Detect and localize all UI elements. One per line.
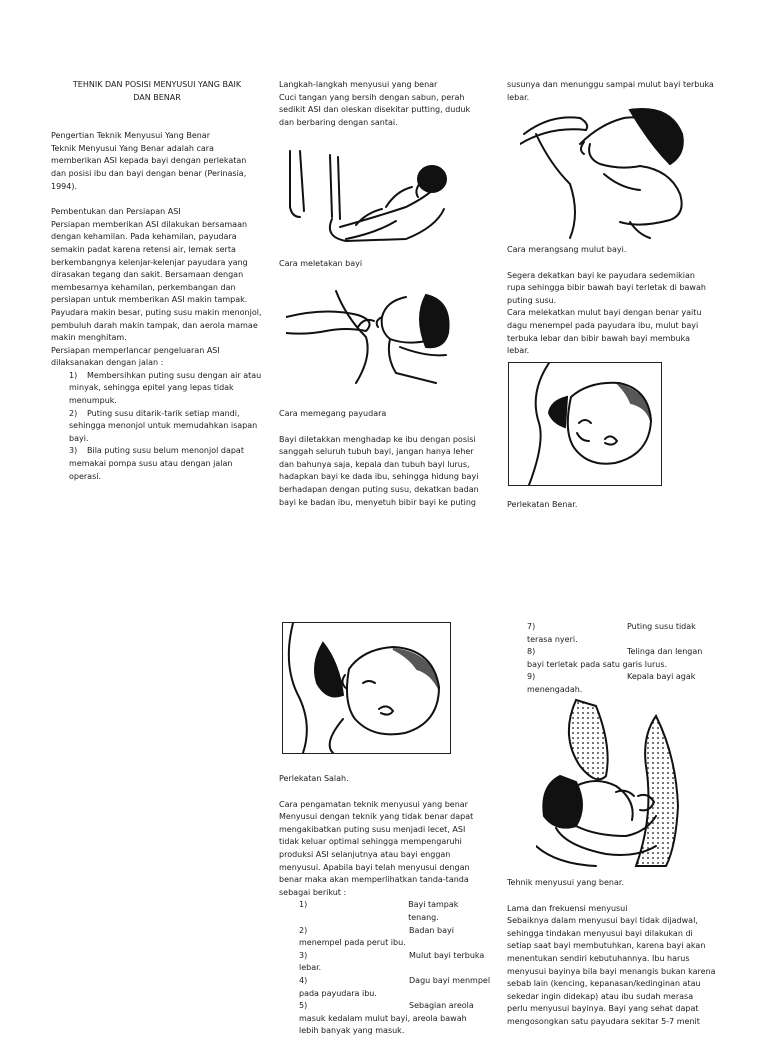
text-line: produksi ASI selanjutnya atau bayi enggan	[279, 849, 451, 859]
list-item: 2) Puting susu ditarik-tarik setiap mandi,	[69, 408, 240, 418]
text-line: menyusui. Apabila bayi telah menyusui dengan	[279, 862, 470, 872]
text-line: Cuci tangan yang bersih dengan sabun, perah	[279, 92, 465, 102]
text-line: benar maka akan memperlihatkan tanda-tanda	[279, 875, 469, 885]
caption-stimulating-mouth: Cara merangsang mulut bayi.	[507, 245, 627, 254]
text-block-3	[507, 244, 722, 358]
sign-item: 5) Sebagian areola	[299, 1001, 474, 1011]
document-title-line2: DAN BENAR	[133, 92, 181, 102]
column-1	[51, 79, 263, 483]
sign-item: 4) Dagu bayi menmpel	[299, 975, 491, 985]
section-heading-lama: Lama dan frekuensi menyusui	[507, 903, 628, 913]
list-item-cont: sehingga menonjol untuk memudahkan isapan	[69, 421, 258, 431]
text-line: sanggah seluruh tubuh bayi, jangan hanya leher	[279, 447, 474, 457]
text-line: setiap saat bayi membutuhkan, karena bayi akan	[507, 941, 706, 951]
text-line: Sebaiknya dalam menyusui bayi tidak dijadwal,	[507, 916, 698, 926]
text-line: Cara pengamatan teknik menyusui yang benar	[279, 799, 468, 809]
text-line: makin menghitam.	[51, 333, 127, 343]
text-line: terbuka lebar dan bibir bawah bayi membuka	[507, 333, 690, 343]
text-line: sehingga tindakan menyusui bayi dilakukan di	[507, 928, 693, 938]
text-line: berkembangnya kelenjar-kelenjar payudara yang	[51, 257, 248, 267]
text-block-2b	[279, 773, 491, 1038]
sign-item-cont: pada payudara ibu.	[299, 988, 377, 998]
text-line: sebab lain (kencing, kepanasan/kedinginan atau	[507, 979, 701, 989]
text-line: lebar.	[507, 346, 530, 356]
section-heading-persiapan: Pembentukan dan Persiapan ASI	[51, 207, 181, 217]
sign-item: 9) Kepala bayi agak	[527, 672, 696, 682]
column-3	[507, 79, 722, 104]
text-line: dan berbaring dengan santai.	[279, 117, 398, 127]
text-line: Payudara makin besar, puting susu makin menonjol,	[51, 307, 262, 317]
caption-placing-baby: Cara meletakan bayi	[279, 259, 363, 268]
text-line: dagu menempel pada payudara ibu, mulut bayi	[507, 320, 699, 330]
text-block-3c	[507, 621, 722, 697]
text-line: Segera dekatkan bayi ke payudara sedemikian	[507, 270, 695, 280]
caption-block-3b	[507, 499, 722, 512]
section-heading-pengertian: Pengertian Teknik Menyusui Yang Benar	[51, 131, 210, 141]
list-item-cont: bayi.	[69, 433, 89, 443]
sign-item: 8) Telinga dan lengan	[527, 647, 703, 657]
text-line: tidak keluar optimal sehingga mempengaruhi	[279, 837, 462, 847]
text-line: susunya dan menunggu sampai mulut bayi terbuka	[507, 80, 714, 89]
text-line: mengakibatkan puting susu menjadi lecet, ASI	[279, 824, 466, 834]
document-title: TEHNIK DAN POSISI MENYUSUI YANG BAIK	[72, 80, 242, 89]
text-line: memberikan ASI kepada bayi dengan perlekatan	[51, 156, 247, 166]
sign-item-cont: menengadah.	[527, 684, 583, 694]
sign-item-cont: lebih banyak yang masuk.	[299, 1026, 405, 1036]
list-item-cont: menumpuk.	[69, 396, 117, 406]
illustration-placing-baby	[286, 147, 458, 247]
sign-item-cont: bayi terletak pada satu garis lurus.	[527, 659, 668, 669]
sign-item: 2) Badan bayi	[299, 925, 454, 935]
text-line: dan bahunya saja, kepala dan tubuh bayi lurus,	[279, 459, 470, 469]
list-item-cont: operasi.	[69, 471, 102, 481]
list-item-cont: minyak, sehingga epitel yang lepas tidak	[69, 383, 234, 393]
text-line: sekedar ingin didekap) atau ibu sudah merasa	[507, 991, 694, 1001]
sign-item-cont: masuk kedalam mulut bayi, areola bawah	[299, 1013, 467, 1023]
text-line: 1994).	[51, 181, 78, 191]
caption-breastfeeding-technique: Tehnik menyusui yang benar.	[507, 878, 624, 887]
text-block-3d	[507, 877, 722, 1029]
text-line: Cara melekatkan mulut bayi dengan benar yaitu	[507, 308, 702, 318]
text-line: puting susu.	[507, 295, 557, 305]
section-heading-langkah: Langkah-langkah menyusui yang benar	[279, 80, 438, 89]
text-line: sedikit ASI dan oleskan disekitar putting, duduk	[279, 105, 471, 115]
illustration-holding-breast	[286, 287, 456, 387]
text-line: dirasakan tegang dan sakit. Bersamaan dengan	[51, 270, 244, 280]
list-item-cont: memakai pompa susu atau dengan jalan	[69, 459, 233, 469]
text-line: dan posisi ibu dan bayi dengan benar (Perinasia,	[51, 168, 247, 178]
text-line: pembuluh darah makin tampak, dan aerola mamae	[51, 320, 258, 330]
text-line: sebagai berikut :	[279, 887, 347, 897]
text-line: mengosongkan satu payudara sekitar 5-7 menit	[507, 1016, 700, 1026]
illustration-correct-latch	[508, 362, 662, 486]
caption-block-1	[279, 258, 479, 271]
text-line: lebar.	[507, 92, 530, 102]
text-line: bayi ke badan ibu, menyetuh bibir bayi ke puting	[279, 497, 476, 507]
list-persiapan	[51, 370, 263, 483]
text-line: rupa sehingga bibir bawah bayi terletak di bawah	[507, 283, 706, 293]
caption-incorrect-latch: Perlekatan Salah.	[279, 774, 349, 783]
list-item: 1) Membersihkan puting susu dengan air atau	[69, 370, 262, 380]
sign-item-cont: lebar.	[299, 963, 322, 973]
text-line: dengan kehamilan. Pada kehamilan, payudara	[51, 232, 237, 242]
text-line: membesarnya kehamilan, perkembangan dan	[51, 282, 236, 292]
illustration-incorrect-latch	[282, 622, 451, 754]
text-line: persiapan untuk memberikan ASI makin tampak.	[51, 295, 248, 305]
caption-correct-latch: Perlekatan Benar.	[507, 500, 578, 509]
text-line: Persiapan memperlancar pengeluaran ASI	[51, 345, 220, 355]
text-line: Teknik Menyusui Yang Benar adalah cara	[51, 143, 214, 153]
text-line: semakin padat karena retensi air, lemak serta	[51, 244, 236, 254]
text-line: perlu menyusui bayinya. Bayi yang sehat dapat	[507, 1004, 699, 1014]
caption-holding-breast: Cara memegang payudara	[279, 409, 387, 418]
text-line: berhadapan dengan puting susu, dekatkan badan	[279, 484, 479, 494]
list-item: 3) Bila puting susu belum menonjol dapat	[69, 446, 244, 456]
text-line: Persiapan memberikan ASI dilakukan bersamaan	[51, 219, 248, 229]
text-line: Menyusui dengan teknik yang tidak benar dapat	[279, 812, 474, 822]
text-line: menentukan sendiri kebutuhannya. Ibu harus	[507, 953, 690, 963]
text-line: menyusui bayinya bila bayi menangis bukan karena	[507, 966, 716, 976]
sign-item: 1) Bayi tampak tenang.	[299, 900, 459, 922]
illustration-breastfeeding-technique	[536, 696, 688, 868]
column-2	[279, 79, 489, 129]
text-line: hadapkan bayi ke dada ibu, sehingga hidung bayi	[279, 472, 479, 482]
illustration-stimulating-mouth	[520, 104, 688, 240]
sign-item: 7) Puting susu tidak	[527, 622, 696, 631]
text-block-2	[279, 408, 489, 509]
text-line: dilaksanakan dengan jalan :	[51, 358, 164, 368]
text-line: Bayi diletakkan menghadap ke ibu dengan posisi	[279, 434, 476, 444]
sign-item: 3) Mulut bayi terbuka	[299, 950, 485, 960]
sign-item-cont: terasa nyeri.	[527, 634, 578, 644]
sign-item-cont: menempel pada perut ibu.	[299, 938, 406, 948]
